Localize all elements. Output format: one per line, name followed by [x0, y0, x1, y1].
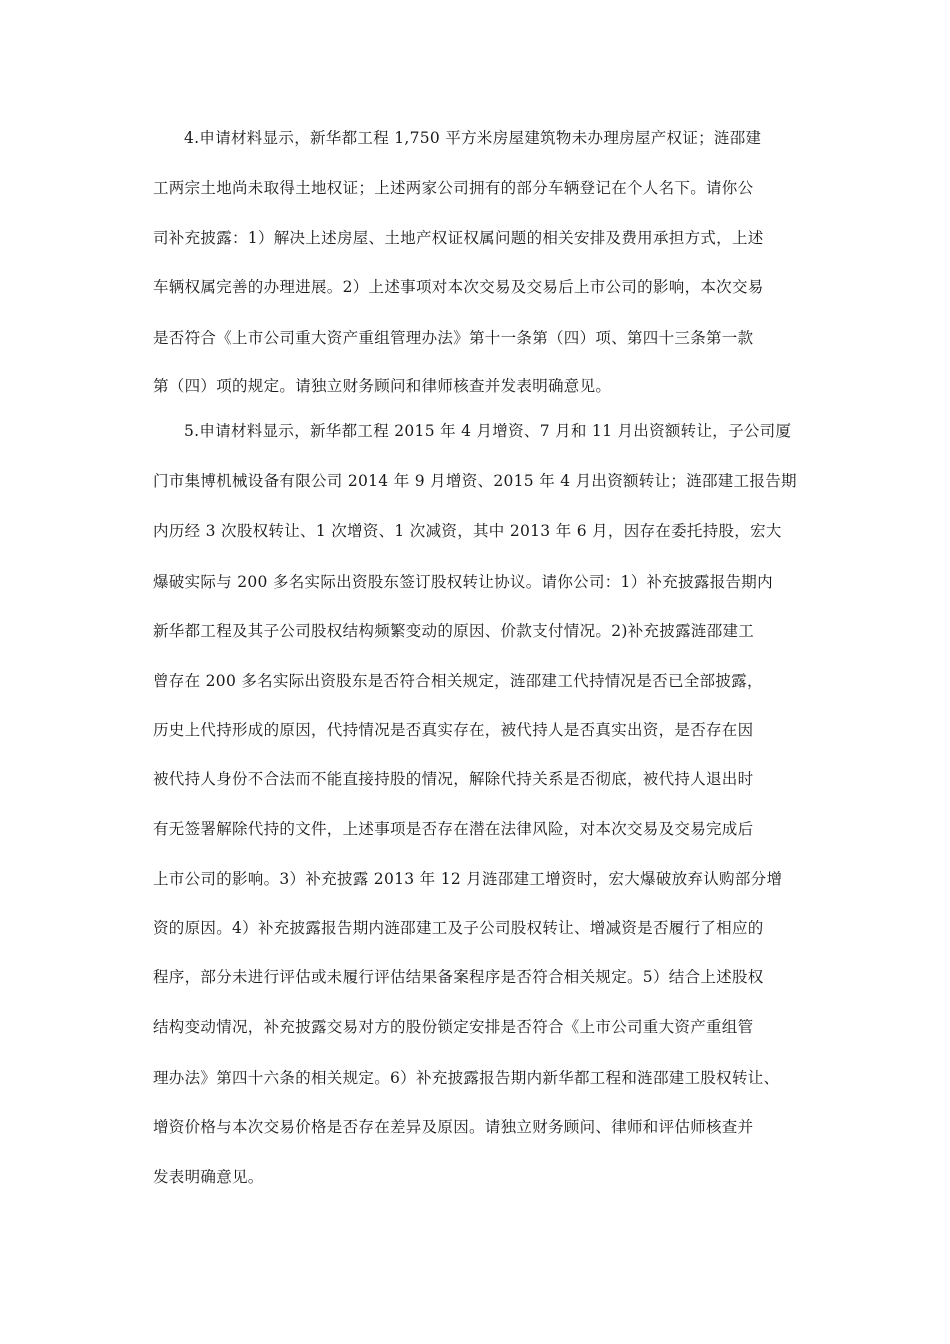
item-5-line-14: 理办法》第四十六条的相关规定。6）补充披露报告期内新华都工程和涟邵建工股权转让、: [153, 1069, 780, 1087]
item-5-line-4: 爆破实际与 200 多名实际出资股东签订股权转让协议。请你公司：1）补充披露报告期内: [153, 573, 773, 591]
item-5-line-6: 曾存在 200 多名实际出资股东是否符合相关规定，涟邵建工代持情况是否已全部披露，: [153, 672, 763, 690]
item-4-line-2: 工两宗土地尚未取得土地权证；上述两家公司拥有的部分车辆登记在个人名下。请你公: [153, 179, 754, 197]
item-5-line-3: 内历经 3 次股权转让、1 次增资、1 次减资，其中 2013 年 6 月，因存在委托持股，宏大: [153, 522, 782, 540]
item-4-line-3: 司补充披露：1）解决上述房屋、土地产权证权属问题的相关安排及费用承担方式，上述: [153, 229, 764, 247]
item-4-line-4: 车辆权属完善的办理进展。2）上述事项对本次交易及交易后上市公司的影响，本次交易: [153, 278, 764, 296]
item-5-line-12: 程序，部分未进行评估或未履行评估结果备案程序是否符合相关规定。5）结合上述股权: [153, 968, 764, 986]
item-5-line-8: 被代持人身份不合法而不能直接持股的情况，解除代持关系是否彻底，被代持人退出时: [153, 770, 754, 788]
item-5-line-10: 上市公司的影响。3）补充披露 2013 年 12 月涟邵建工增资时，宏大爆破放弃认购部分增: [153, 870, 783, 888]
item-5-line-11: 资的原因。4）补充披露报告期内涟邵建工及子公司股权转让、增减资是否履行了相应的: [153, 919, 764, 937]
item-5-line-9: 有无签署解除代持的文件，上述事项是否存在潜在法律风险，对本次交易及交易完成后: [153, 820, 754, 838]
item-5-line-7: 历史上代持形成的原因，代持情况是否真实存在，被代持人是否真实出资，是否存在因: [153, 721, 754, 739]
item-5-line-5: 新华都工程及其子公司股权结构频繁变动的原因、价款支付情况。2)补充披露涟邵建工: [153, 622, 755, 640]
item-5-line-13: 结构变动情况，补充披露交易对方的股份锁定安排是否符合《上市公司重大资产重组管: [153, 1018, 754, 1036]
item-4-line-1: 4.申请材料显示，新华都工程 1,750 平方米房屋建筑物未办理房屋产权证；涟邵建: [184, 129, 762, 147]
item-4-line-6: 第（四）项的规定。请独立财务顾问和律师核查并发表明确意见。: [153, 377, 612, 395]
item-5-line-15: 增资价格与本次交易价格是否存在差异及原因。请独立财务顾问、律师和评估师核查并: [153, 1118, 754, 1136]
item-4-line-5: 是否符合《上市公司重大资产重组管理办法》第十一条第（四）项、第四十三条第一款: [153, 329, 754, 347]
item-5-line-1: 5.申请材料显示，新华都工程 2015 年 4 月增资、7 月和 11 月出资额转让，子公司厦: [184, 422, 792, 440]
item-5-line-16: 发表明确意见。: [153, 1168, 264, 1186]
item-5-line-2: 门市集博机械设备有限公司 2014 年 9 月增资、2015 年 4 月出资额转让；涟邵建工报告期: [153, 472, 797, 490]
